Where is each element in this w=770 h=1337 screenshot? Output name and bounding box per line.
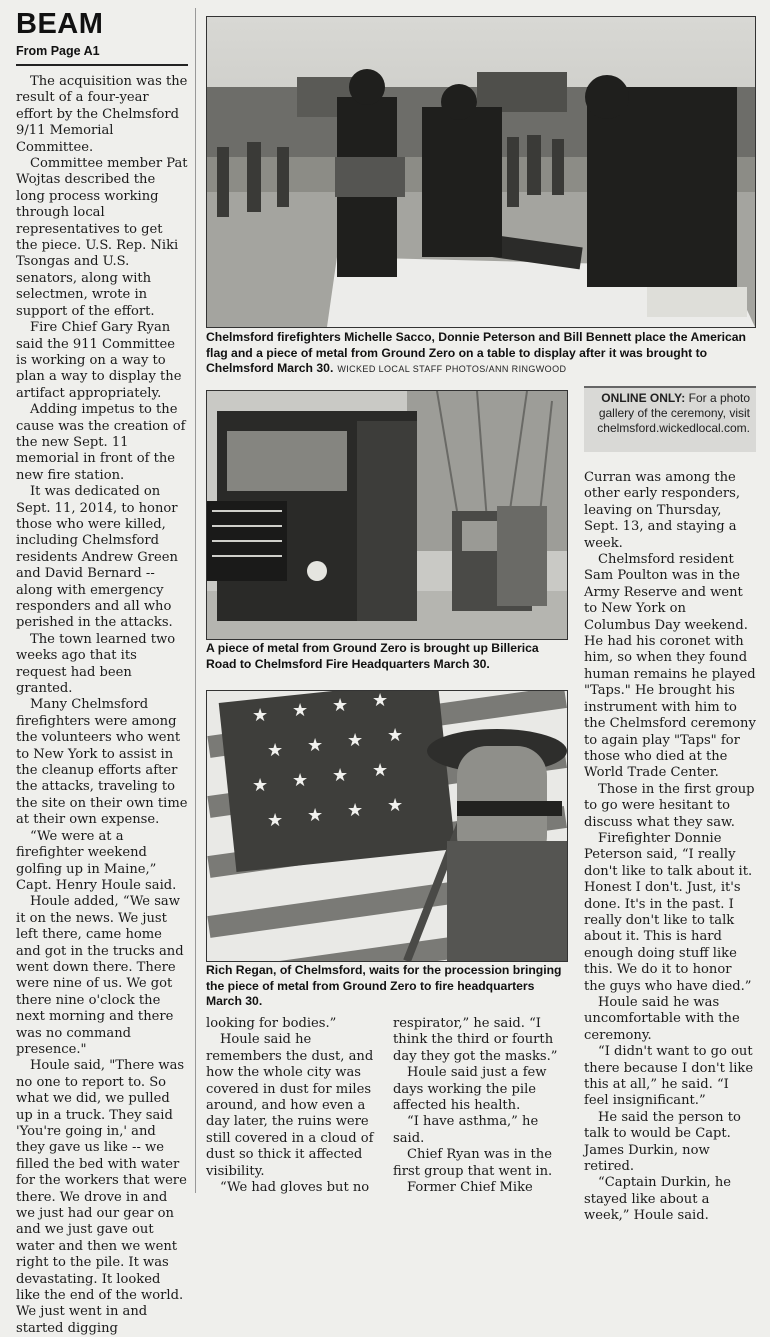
article-column-3 bbox=[393, 1016, 567, 1196]
article-paragraph: Firefighter Donnie Peterson said, “I really don't like to talk about it. Honest I don't. Just, it's done. It's in the past. I really don't like to talk about it. This is hard enough doing stuff like this. We do it to honor the guys who have died.” bbox=[584, 830, 753, 994]
article-paragraph: Houle added, “We saw it on the news. We just left there, came home and got in the trucks and went down there. There were nine of us. We got there nine o'clock the next morning and there was no command presence." bbox=[16, 894, 184, 1057]
svg-text:★: ★ bbox=[252, 705, 269, 726]
svg-text:★: ★ bbox=[332, 765, 349, 786]
photo-caption-bottom: Rich Regan, of Chelmsford, waits for the procession bringing the piece of metal from Ground Zero to fire headquarters March 30. bbox=[206, 963, 562, 1008]
column-divider bbox=[195, 8, 196, 1193]
svg-text:★: ★ bbox=[267, 740, 284, 761]
svg-text:★: ★ bbox=[347, 730, 364, 751]
svg-text:★: ★ bbox=[347, 800, 364, 821]
jump-line: From Page A1 bbox=[16, 44, 100, 58]
photo-credit: WICKED LOCAL STAFF PHOTOS/ANN RINGWOOD bbox=[337, 364, 567, 374]
svg-text:★: ★ bbox=[267, 810, 284, 831]
article-paragraph: Those in the first group to go were hesitant to discuss what they saw. bbox=[584, 781, 755, 830]
article-paragraph: The town learned two weeks ago that its request had been granted. bbox=[16, 631, 176, 697]
article-paragraph: Chelmsford resident Sam Poulton was in the Army Reserve and went to New York on Columbus Day weekend. He had his coronet with him, so when they found human remains he played "Taps." He brought his instrument with him to the Chelmsford ceremony to again play "Taps" for those who died at the World Trade Center. bbox=[584, 552, 756, 781]
article-paragraph: “I didn't want to go out there because I don't like this at all,” he said. “I feel insignificant.” bbox=[584, 1044, 754, 1109]
article-paragraph: Chief Ryan was in the first group that went in. bbox=[393, 1147, 553, 1179]
article-paragraph: Houle said he was uncomfortable with the ceremony. bbox=[584, 995, 740, 1043]
photo-firefighters-table bbox=[206, 16, 756, 328]
article-paragraph: Houle said just a few days working the pile affected his health. bbox=[393, 1065, 547, 1114]
article-paragraph: Committee member Pat Wojtas described the long process working through local representatives to get the piece. U.S. Rep. Niki Tsongas and U.S. senators, along with selectmen, wrote in support of the effort. bbox=[16, 156, 188, 319]
article-paragraph: “We were at a firefighter weekend golfing up in Maine,” Capt. Henry Houle said. bbox=[16, 828, 177, 893]
article-paragraph: It was dedicated on Sept. 11, 2014, to honor those who were killed, including Chelmsford residents Andrew Green and David Bernard -- along with emergency responders and all who perished in the attacks. bbox=[16, 484, 178, 631]
svg-text:★: ★ bbox=[252, 775, 269, 796]
svg-text:★: ★ bbox=[332, 695, 349, 716]
header-rule bbox=[16, 64, 188, 66]
svg-text:★: ★ bbox=[307, 735, 324, 756]
article-paragraph: Houle said, "There was no one to report to. So what we did, we pulled up in a truck. They said 'You're going in,' and they gave us like -- we filled the bed with water for the workers that were there. We drove in and we just had our gear on and we just gave out water and then we went right to the pile. It was devastating. It looked like the end of the world. We just went in and started digging bbox=[16, 1058, 187, 1336]
svg-text:★: ★ bbox=[372, 691, 389, 711]
article-paragraph: looking for bodies.” bbox=[206, 1016, 337, 1031]
article-paragraph: Adding impetus to the cause was the creation of the new Sept. 11 memorial in front of the new fire station. bbox=[16, 402, 186, 483]
svg-text:★: ★ bbox=[372, 760, 389, 781]
svg-text:★: ★ bbox=[387, 725, 404, 746]
section-title: BEAM bbox=[16, 8, 104, 40]
photo-flag-portrait bbox=[206, 690, 568, 962]
photo-caption-top: Chelmsford firefighters Michelle Sacco, Donnie Peterson and Bill Bennett place the American flag and a piece of metal from Ground Zero on a table to display after it was brought to Chelmsford March 30. WICKED LOCAL STAFF PHOTOS/ANN RINGWOOD bbox=[206, 330, 746, 375]
online-only-text: For a photo gallery of the ceremony, visit chelmsford.wickedlocal.com. bbox=[597, 391, 750, 435]
svg-text:★: ★ bbox=[292, 770, 309, 791]
online-only-label: ONLINE ONLY: bbox=[601, 391, 686, 405]
article-paragraph: Former Chief Mike bbox=[407, 1180, 533, 1196]
article-paragraph: Curran was among the other early responders, leaving on Thursday, Sept. 13, and staying a week. bbox=[584, 470, 741, 551]
article-column-1 bbox=[16, 74, 188, 1337]
article-paragraph: Many Chelmsford firefighters were among the volunteers who went to New York to assist in the cleanup efforts after the attacks, traveling to the site on their own time at their own expense. bbox=[16, 697, 188, 828]
article-paragraph: Houle said he remembers the dust, and how the whole city was covered in dust for miles around, and how even a day later, the ruins were still covered in a cloud of dust so thick it affected visibility. bbox=[206, 1032, 374, 1179]
online-only-box bbox=[584, 386, 756, 452]
article-paragraph: “We had gloves but no bbox=[220, 1180, 370, 1196]
article-paragraph: The acquisition was the result of a four-year effort by the Chelmsford 9/11 Memorial Committee. bbox=[16, 74, 188, 155]
article-column-2 bbox=[206, 1016, 382, 1196]
svg-text:★: ★ bbox=[292, 700, 309, 721]
article-paragraph: respirator,” he said. “I think the third or fourth day they got the masks.” bbox=[393, 1016, 558, 1064]
article-paragraph: “Captain Durkin, he stayed like about a week,” Houle said. bbox=[584, 1175, 732, 1224]
photo-caption-middle: A piece of metal from Ground Zero is brought up Billerica Road to Chelmsford Fire Headquarters March 30. bbox=[206, 641, 539, 671]
article-paragraph: Fire Chief Gary Ryan said the 911 Committee is working on a way to plan a way to display the artifact appropriately. bbox=[16, 320, 182, 401]
article-column-4 bbox=[584, 470, 756, 1225]
svg-text:★: ★ bbox=[307, 805, 324, 826]
photo-fire-truck bbox=[206, 390, 568, 640]
svg-text:★: ★ bbox=[387, 795, 404, 816]
article-paragraph: “I have asthma,” he said. bbox=[393, 1114, 539, 1146]
article-paragraph: He said the person to talk to would be Capt. James Durkin, now retired. bbox=[584, 1109, 741, 1175]
